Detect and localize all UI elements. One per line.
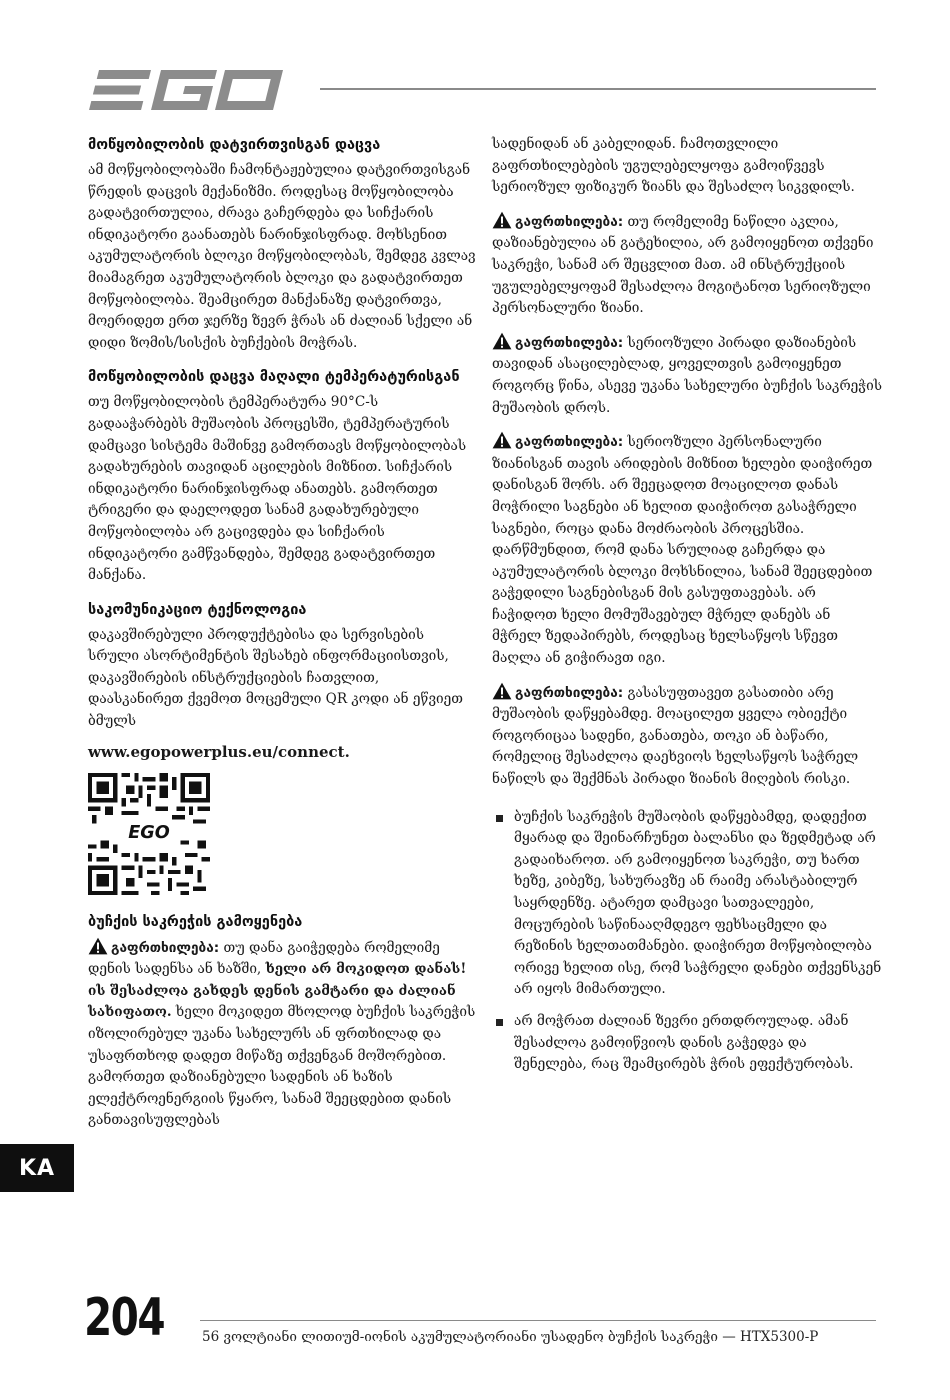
continuation-paragraph: სადენიდან ან კაბელიდან. ჩამოთვლილი გაფრთხილებების უგულებელყოფა გამოიწვევს სერიოზულ ფიზიკურ ზიანს და შესაძლო სიკვდილს.	[492, 136, 855, 196]
warning-label: გაფრთხილება:	[515, 684, 624, 701]
warning-paragraph-1	[88, 937, 478, 1132]
warning-label: გაფრთხილება:	[515, 213, 624, 230]
header-rule	[320, 88, 876, 90]
warning-text: თუ რომელიმე ნაწილი აკლია, დაზიანებულია ან გატეხილია, არ გამოიყენოთ თქვენი საკრეჭი, სანამ არ შეცვლით მათ. ამ ინსტრუქციის უგულებელყოფამ შესაძლოა მოგიტანოთ სერიოზული პერსონალური ზიანი.	[492, 213, 874, 317]
list-item	[492, 807, 882, 1001]
warning-paragraph-5	[492, 682, 882, 791]
warning-text: გასასუფთავეთ გასათიბი არე მუშაობის დაწყებამდე. მოაცილეთ ყველა ობიექტი როგორიცაა სადენი, განათება, თოკი ან ბაწარი, რომელიც შესაძლოა დაეხვიოს ხელსაწყოს საჭრელ ნაწილს და შექმნას პირადი ზიანის მიღების რისკი.	[492, 684, 859, 788]
section-heading-overload: მოწყობილობის დატვირთვისგან დაცვა	[88, 137, 381, 153]
footer-rule	[200, 1320, 876, 1321]
section-heading-using-trimmer: ბუჩქის საკრეჭის გამოყენება	[88, 913, 303, 930]
warning-triangle-icon	[492, 682, 512, 700]
warning-label: გაფრთხილება:	[515, 434, 624, 451]
warning-triangle-icon	[492, 211, 512, 229]
warning-text: სერიოზული პერსონალური ზიანისგან თავის არიდების მიზნით ხელები დაიჭირეთ დანისგან შორს. არ შეეცადოთ მოაცილოთ დანას მოჭრილი საგნები ან ხელით დაიჭიროთ გასაჭრელი საგნები, როცა დანა მოძრაობის პროცესშია. დარწმუნდით, რომ დანა სრულიად გაჩერდა და აკუმულატორის ბლოკი მოხსნილია, სანამ შეეცდებით გაჭედილი საგნებისგან მის გასუფთავებას. არ ჩაჭიდოთ ხელი მომუშავებულ მჭრელ დანებს ან მჭრელ ზედაპირებს, როდესაც ხელსაწყოს სწევთ მაღლა ან გიჭირავთ იგი.	[492, 434, 873, 667]
bullet-square-icon	[496, 815, 503, 822]
warning-text: თუ დანა გაიჭედება რომელიმე დენის სადენსა ან ხაზში,	[88, 939, 440, 978]
qr-code-icon[interactable]	[88, 773, 210, 895]
section-heading-temperature: მოწყობილობის დაცვა მაღალი ტემპერატურისგან	[88, 369, 460, 386]
section-heading-communication: საკომუნიკაციო ტექნოლოგია	[88, 601, 307, 618]
warning-triangle-icon	[88, 937, 108, 955]
warning-text: სერიოზული პირადი დაზიანების თავიდან ასაცილებლად, ყოველთვის გამოიყენეთ როგორც წინა, ასევე უკანა სახელური ბუჩქის საკრეჭის მუშაობის დროს.	[492, 334, 882, 416]
connect-url-link[interactable]: www.egopowerplus.eu/connect.	[88, 742, 350, 761]
language-tab: KA	[0, 1144, 74, 1192]
warning-triangle-icon	[492, 332, 512, 350]
ego-logo-icon	[88, 66, 288, 114]
page-number: 204	[84, 1288, 164, 1348]
right-column	[492, 134, 882, 1086]
list-item	[492, 1011, 882, 1076]
list-item-text: ბუჩქის საკრეჭის მუშაობის დაწყებამდე, დადექით მყარად და შეინარჩუნეთ ბალანსი და ზედმეტად არ გადაიხაროთ. არ გამოიყენოთ საკრეჭი, თუ ხართ ხეზე, კიბეზე, სახურავზე ან რაიმე არასტაბილურ საყრდენზე. ატარეთ დამცავი სათვალეები, მოცურების საწინააღმდეგო ფეხსაცმელი და რეზინის ხელთათმანები. დაიჭირეთ მოწყობილობა ორივე ხელით ისე, რომ საჭრელი დანები თქვენსკენ არ იყოს მიმართული.	[514, 808, 882, 998]
warning-triangle-icon	[492, 431, 512, 449]
warning-text: ხელი მოკიდეთ მხოლოდ ბუჩქის საკრეჭის იზოლირებულ უკანა სახელურს ან ფრთხილად და უსაფრთხოდ დადეთ მიწაზე თქვენგან მოშორებით. გამორთეთ დაზიანებული სადენის ან ხაზის ელექტროენერგიის წყარო, სანამ შეეცდებით დანის განთავისუფლებას	[88, 1004, 476, 1129]
list-item-text: არ მოჭრათ ძალიან ზევრი ერთდროულად. ამან შესაძლოა გამოიწვიოს დანის გაჭედვა და შენელება, რაც შეამცირებს ჭრის ეფექტურობას.	[514, 1012, 854, 1073]
warning-paragraph-4	[492, 431, 882, 670]
warning-paragraph-3	[492, 332, 882, 419]
communication-paragraph: დაკავშირებული პროდუქტებისა და სერვისების სრული ასორტიმენტის შესახებ ინფორმაციისთვის, დაკავშირების ინსტრუქციების ჩათვლით, დაასკანირეთ ქვემოთ მოცემული QR კოდი ან ეწვიეთ ბმულს	[88, 626, 463, 730]
footer-product-title: 56 ვოლტიანი ლითიუმ-იონის აკუმულატორიანი უსადენო ბუჩქის საკრეჭი — HTX5300-P	[202, 1329, 819, 1345]
warning-label: გაფრთხილება:	[111, 939, 220, 956]
safety-bullet-list	[492, 807, 882, 1076]
temperature-paragraph: თუ მოწყობილობის ტემპერატურა 90°C-ს გადააჭარბებს მუშაობის პროცესში, ტემპერატურის დამცავი სისტემა მაშინვე გამორთავს მოწყობილობას გადახურების თავიდან აცილების მიზნით. სიჩქარის ინდიკატორი ნარინჯისფრად ანათებს. გამორთეთ ტრიგერი და დაელოდეთ სანამ გადახურებული მოწყობილობა არ გაცივდება და სიჩქარის ინდიკატორი გამწვანდება, შემდეგ გადატვირთეთ მანქანა.	[88, 394, 467, 584]
bullet-square-icon	[496, 1019, 503, 1026]
warning-paragraph-2	[492, 211, 882, 320]
left-column	[88, 134, 478, 1144]
overload-paragraph: ამ მოწყობილობაში ჩამონტაჟებულია დატვირთვისგან წრედის დაცვის მექანიზმი. როდესაც მოწყობილობა გადატვირთულია, ძრავა გაჩერდება და სიჩქარის ინდიკატორი გაანათებს ნარინჯისფრად. მოხსენით აკუმულატორის ბლოკი მოწყობილობას, შემდეგ კვლავ მიამაგრეთ აკუმულატორის ბლოკი და გადატვირთეთ მოწყობილობა. შეამცირეთ მანქანაზე დატვირთვა, მოერიდეთ ერთ ჯერზე ზევრ ჭრას ან ძალიან სქელი ან დიდი ზომის/სისქის ბუჩქების მოჭრას.	[88, 162, 476, 351]
warning-label: გაფრთხილება:	[515, 334, 624, 351]
warning-bold-text: ხელი არ მოკიდოთ დანას! ის შესაძლოა გახდეს დენის გამტარი და ძალიან სახიფათო.	[88, 961, 467, 1021]
svg-text:EGO: EGO	[128, 822, 170, 843]
